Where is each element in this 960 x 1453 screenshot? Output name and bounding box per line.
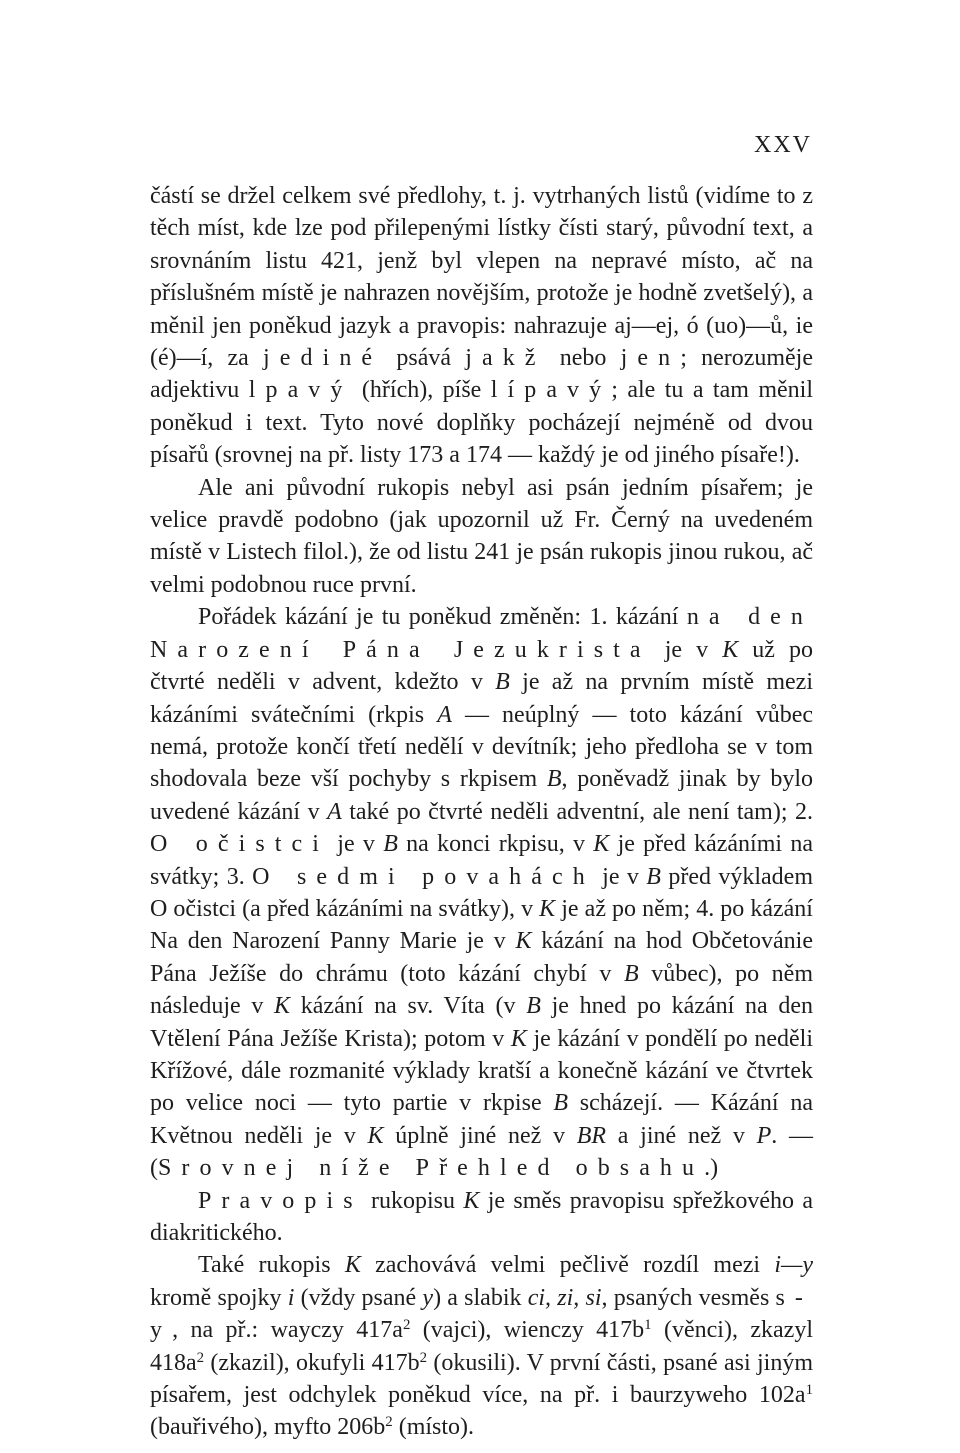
text-run: ; nerozuměje adjektivu [150,345,814,404]
italic-text: B [526,993,541,1020]
text-run: kromě spojky [150,1284,288,1311]
text-run: na konci rkpisu, v [397,831,594,858]
text-run: Ale ani původní rukopis nebyl asi psán jedním písařem; je velice pravdě podobno (jak upozornil už Fr. Černý na uvedeném místě v Listech filol.), že od listu 241 je psán rukopis jinou rukou, ač velmi podobnou ruce první. [150,474,813,598]
italic-text: i [287,1284,295,1311]
text-run: je kázání v pondělí po neděli Křížové, dále rozmanité výklady kratší a konečně kázání ve čtvrtek po velice noci — tyto partie v rkpise [150,1025,813,1117]
italic-text: B [623,960,639,987]
text-run: (zkazil), okufyli 417b [204,1349,420,1376]
italic-text: A [327,798,342,825]
italic-text: B [383,831,398,858]
text-run: — neúplný — toto kázání vůbec nemá, protože končí třetí nedělí v devítník; jeho předloha se v tom shodovala beze vší pochyby s rkpisem [150,701,814,793]
italic-text: P [756,1122,772,1149]
text-run: nebo [545,345,621,372]
text-run: (hřích), píše [352,377,491,404]
italic-text: K [593,831,610,858]
text-run: . — ( [150,1122,813,1182]
italic-text: K [367,1122,384,1149]
spaced-text: jen [620,345,681,372]
text-run: (bauřivého), myfto 206b [150,1414,386,1441]
text-run: je až na prvním místě mezi kázáními svátečními (rkpis [150,669,814,728]
italic-text: K [274,993,291,1020]
text-run: kázání na hod Občetovánie Pána Ježíše do chrámu (toto kázání chybí v [150,928,813,987]
superscript: 2 [419,1349,428,1366]
spaced-text: na den Narození Pána Jezukrista [150,604,813,663]
text-run: kázání na sv. Víta (v [290,993,527,1020]
text-run: (vždy psané [294,1284,423,1311]
text-run: Také rukopis [198,1252,345,1279]
text-run: je hned po kázání na den Vtělení Pána Ježíše Krista); potom v [150,993,814,1052]
text-run: také po čtvrté neděli adventní, ale není tam); 2. [341,798,813,825]
text-run: Pořádek kázání je tu poněkud změněn: 1. kázání [198,604,687,631]
text-run: scházejí. — Kázání na Květnou neděli je v [150,1090,813,1149]
spaced-text: lpavý [248,377,353,404]
spaced-text: O očistci [150,831,329,858]
text-run: je v [594,863,647,890]
paragraph-2 [150,472,813,602]
italic-text: B [646,863,661,890]
paragraph-1 [150,180,813,472]
text-run: je v [329,831,384,858]
spaced-text: Pravopis [198,1187,363,1214]
italic-text: B [553,1090,569,1117]
text-run: vůbec), po něm následuje v [150,960,813,1020]
superscript: 1 [805,1381,813,1398]
spaced-text: jediné [263,345,383,372]
text-run: zachovává velmi pečlivě rozdíl mezi [360,1252,775,1279]
italic-text: ci, zi, si [527,1284,602,1311]
italic-text: B [495,669,510,696]
body-text [150,180,813,1444]
italic-text: BR [576,1122,607,1149]
text-run: je až po něm; 4. po kázání Na den Narození Panny Marie je v [150,895,813,955]
spaced-text: Srovnej níže Přehled obsahu [158,1155,705,1182]
spaced-text: lípavý [490,377,612,404]
spaced-text: s-y [150,1284,814,1344]
text-run: a jiné než v [606,1122,757,1149]
text-run: je v [650,636,723,663]
italic-text: y [422,1284,434,1311]
page-number: XXV [754,132,812,158]
italic-text: K [722,636,739,663]
text-run: ; ale tu a tam měnil poněkud i text. Tyto nové doplňky pocházejí nejméně od dvou písařů (srovnej na př. listy 173 a 174 — každý je od jiného písaře!). [150,377,813,469]
text-run: před výkladem O očistci (a před kázáními na svátky), v [150,863,813,922]
spaced-text: jakž [465,345,546,372]
spaced-text: O sedmi povahách [252,863,595,890]
text-run: , poněvadž jinak by bylo uvedené kázání v [150,766,813,825]
text-run: , psaných vesměs [601,1284,776,1311]
text-run: psává [382,345,466,372]
superscript: 2 [402,1317,411,1334]
text-run: (věnci), zkazyl 418a [150,1317,813,1376]
italic-text: K [463,1187,480,1214]
italic-text: B [546,766,562,793]
text-run: , na př.: wayczy 417a [172,1317,403,1344]
italic-text: K [539,895,556,922]
text-run: rukopisu [362,1187,464,1214]
text-run: (vajci), wienczy 417b [410,1317,645,1344]
text-run: je směs pravopisu spřežkového a diakritického. [150,1187,814,1246]
superscript: 1 [644,1317,652,1334]
italic-text: K [344,1252,361,1279]
text-run: úplně jiné než v [383,1122,577,1149]
italic-text: i—y [774,1252,813,1279]
italic-text: K [510,1025,527,1052]
text-run: .) [704,1155,719,1182]
text-run: částí se držel celkem své předlohy, t. j. vytrhaných listů (vidíme to z těch míst, kde lze pod přilepenými lístky čísti starý, původní text, a srovnáním listu 421, jenž byl vlepen na nepravé místo, ač na příslušném místě je nahrazen novějším, protože je hodně zvetšelý), a měnil jen poněkud jazyk a pravopis: nahrazuje aj—ej, ó (uo)—ů, ie (é)—í, za [150,183,813,372]
paragraph-4 [150,1185,813,1250]
text-run: (místo). [392,1414,475,1441]
italic-text: K [515,928,532,955]
paragraph-5 [150,1249,813,1443]
superscript: 2 [196,1349,205,1366]
text-run: (okusili). V první části, psané asi jiným písařem, jest odchylek poněkud více, na př. i baurzyweho 102a [150,1349,813,1409]
text-run: už po čtvrté neděli v advent, kdežto v [150,636,813,696]
text-run: je před kázáními na svátky; 3. [150,831,814,890]
paragraph-3 [150,601,813,1184]
text-run: ) a slabik [433,1284,528,1311]
italic-text: A [437,701,452,728]
superscript: 2 [385,1414,393,1431]
